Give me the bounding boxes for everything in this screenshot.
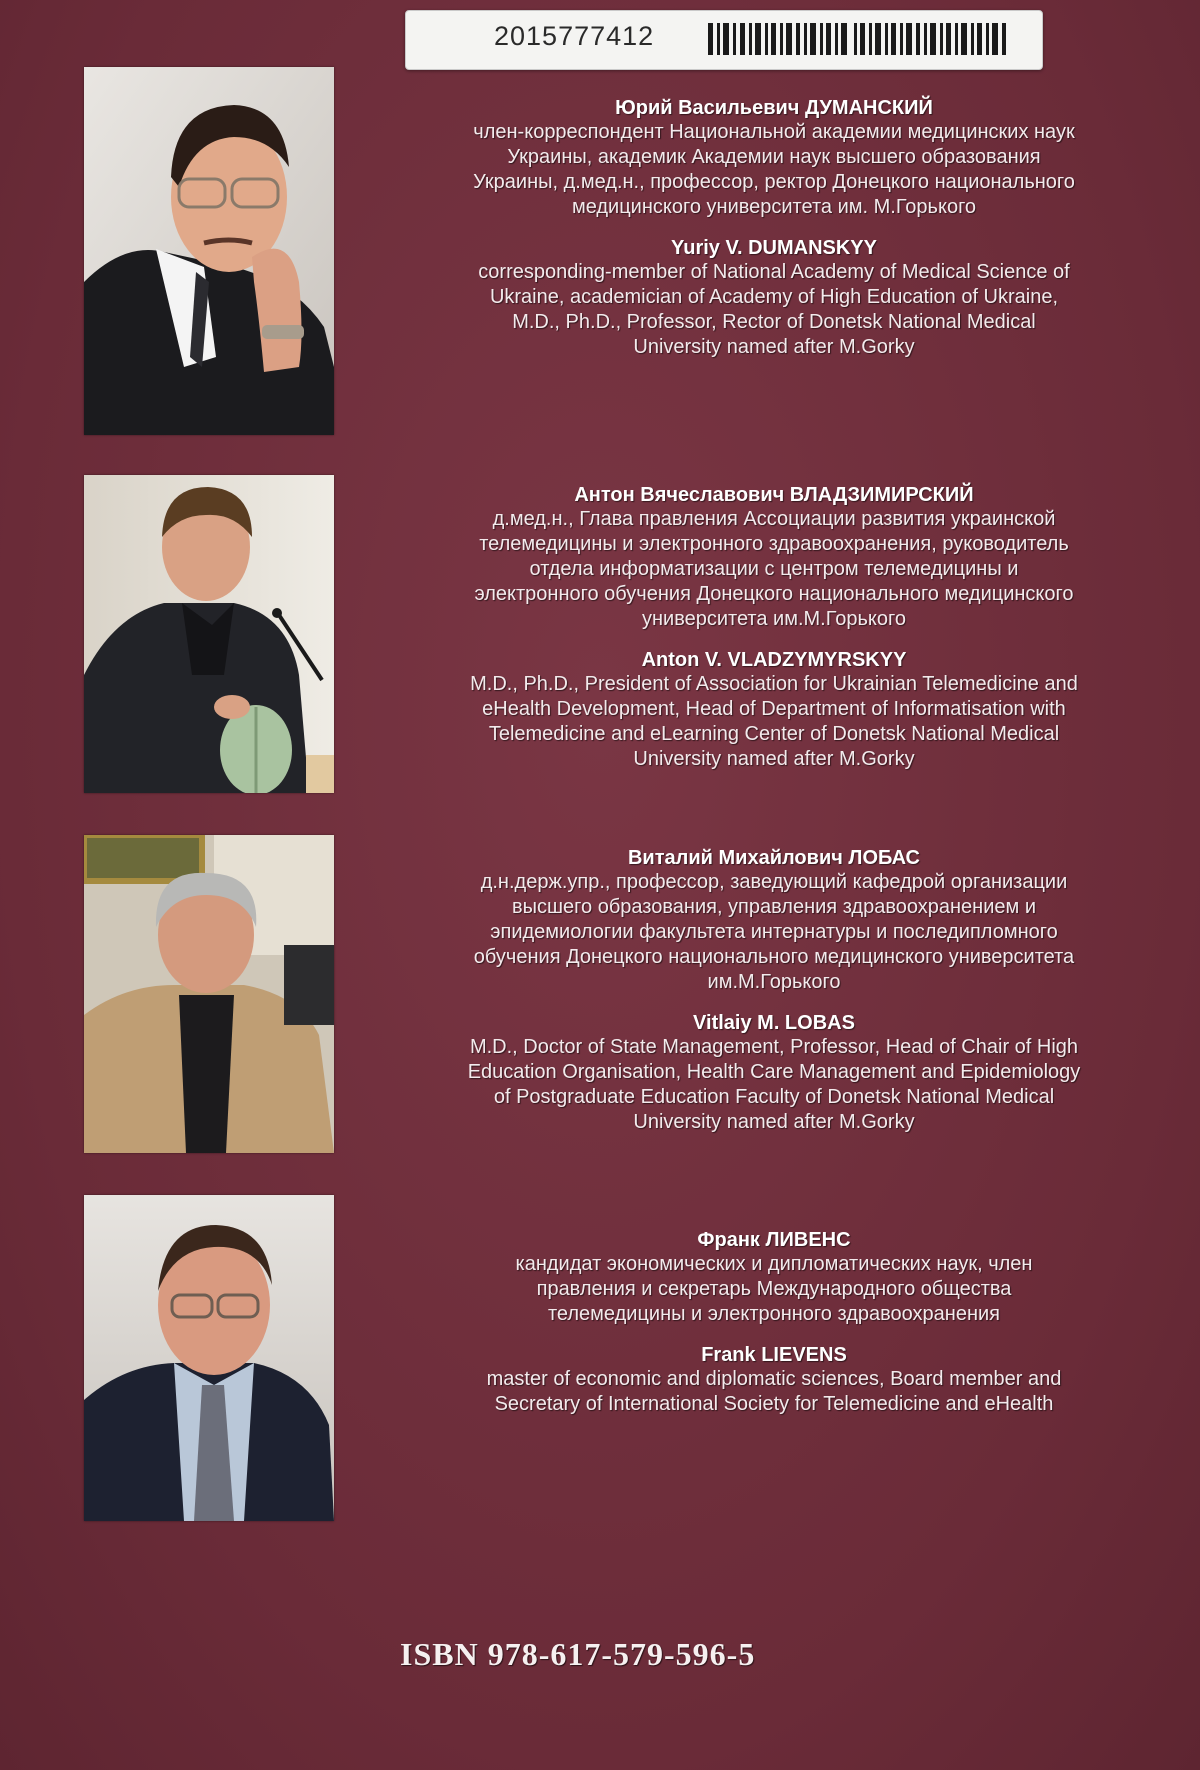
author-desc-en-line: Secretary of International Society for Telemedicine and eHealth	[494, 1393, 1054, 1415]
author-name-en: Anton V. VLADZYMYRSKYY	[641, 649, 907, 671]
author-desc-ru-line: член-корреспондент Национальной академии медицинских наук	[473, 121, 1075, 143]
portrait-photo-vladzymyrskyy	[84, 475, 334, 793]
author-name-en: Frank LIEVENS	[701, 1344, 847, 1366]
author-desc-ru-line: Украины, д.мед.н., профессор, ректор Донецкого национального	[473, 171, 1075, 193]
sticker-number: 2015777412	[494, 21, 655, 51]
author-desc-ru-line: отдела информатизации с центром телемедицины и	[529, 558, 1019, 580]
author-name-ru: Франк ЛИВЕНС	[697, 1229, 851, 1251]
author-desc-ru-line: д.н.держ.упр., профессор, заведующий кафедрой организации	[480, 871, 1068, 893]
portrait-photo-lievens	[84, 1195, 334, 1521]
isbn-number: ISBN 978-617-579-596-5	[400, 1636, 756, 1672]
author-desc-ru-line: обучения Донецкого национального медицинского университета	[473, 946, 1075, 968]
portrait-photo-lobas	[84, 835, 334, 1153]
author-desc-en-line: corresponding-member of National Academy of Medical Science of	[478, 261, 1070, 283]
author-desc-en-line: Telemedicine and eLearning Center of Donetsk National Medical	[488, 723, 1060, 745]
author-bio-dumanskyy	[420, 96, 1128, 360]
author-name-ru: Юрий Васильевич ДУМАНСКИЙ	[615, 97, 933, 119]
author-bio-lobas	[420, 846, 1128, 1135]
author-desc-ru-line: телемедицины и электронного здравоохранения	[547, 1303, 1000, 1325]
author-desc-ru-line: телемедицины и электронного здравоохранения, руководитель	[479, 533, 1069, 555]
author-desc-ru-line: высшего образования, управления здравоохранением и	[512, 896, 1036, 918]
author-desc-ru-line: д.мед.н., Глава правления Ассоциации развития украинской	[492, 508, 1056, 530]
author-desc-ru-line: эпидемиологии факультета интернатуры и последипломного	[490, 921, 1058, 943]
author-desc-ru-line: кандидат экономических и дипломатических наук, член	[515, 1253, 1033, 1275]
author-bio-vladzymyrskyy	[420, 483, 1128, 772]
author-desc-ru-line: электронного обучения Донецкого национального медицинского	[474, 583, 1074, 605]
author-desc-ru-line: им.М.Горького	[707, 971, 841, 993]
author-desc-ru-line: правления и секретарь Международного общества	[536, 1278, 1012, 1300]
author-name-ru: Виталий Михайлович ЛОБАС	[627, 847, 920, 869]
author-desc-en-line: University named after M.Gorky	[633, 1111, 915, 1133]
author-desc-ru-line: медицинского университета им. М.Горького	[571, 196, 977, 218]
author-name-ru: Антон Вячеславович ВЛАДЗИМИРСКИЙ	[574, 484, 974, 506]
author-desc-ru-line: университета им.М.Горького	[642, 608, 906, 630]
author-desc-en-line: eHealth Development, Head of Department of Informatisation with	[482, 698, 1066, 720]
author-desc-en-line: University named after M.Gorky	[633, 336, 915, 358]
author-desc-en-line: University named after M.Gorky	[633, 748, 915, 770]
author-desc-en-line: M.D., Ph.D., Professor, Rector of Donetsk National Medical	[512, 311, 1036, 333]
library-barcode-sticker	[405, 10, 1043, 70]
author-desc-en-line: M.D., Ph.D., President of Association for Ukrainian Telemedicine and	[470, 673, 1078, 695]
portrait-photo-dumanskyy	[84, 67, 334, 435]
author-desc-en-line: of Postgraduate Education Faculty of Donetsk National Medical	[493, 1086, 1055, 1108]
author-desc-ru-line: Украины, академик Академии наук высшего образования	[507, 146, 1041, 168]
author-desc-en-line: Ukraine, academician of Academy of High Education of Ukraine,	[489, 286, 1059, 308]
author-bio-lievens	[420, 1228, 1128, 1417]
barcode-graphic	[708, 19, 1008, 59]
author-desc-en-line: Education Organisation, Health Care Management and Epidemiology	[467, 1061, 1081, 1083]
author-name-en: Vitlaiy M. LOBAS	[693, 1012, 855, 1034]
author-name-en: Yuriy V. DUMANSKYY	[671, 237, 877, 259]
author-desc-en-line: M.D., Doctor of State Management, Professor, Head of Chair of High	[469, 1036, 1079, 1058]
author-desc-en-line: master of economic and diplomatic sciences, Board member and	[486, 1368, 1062, 1390]
